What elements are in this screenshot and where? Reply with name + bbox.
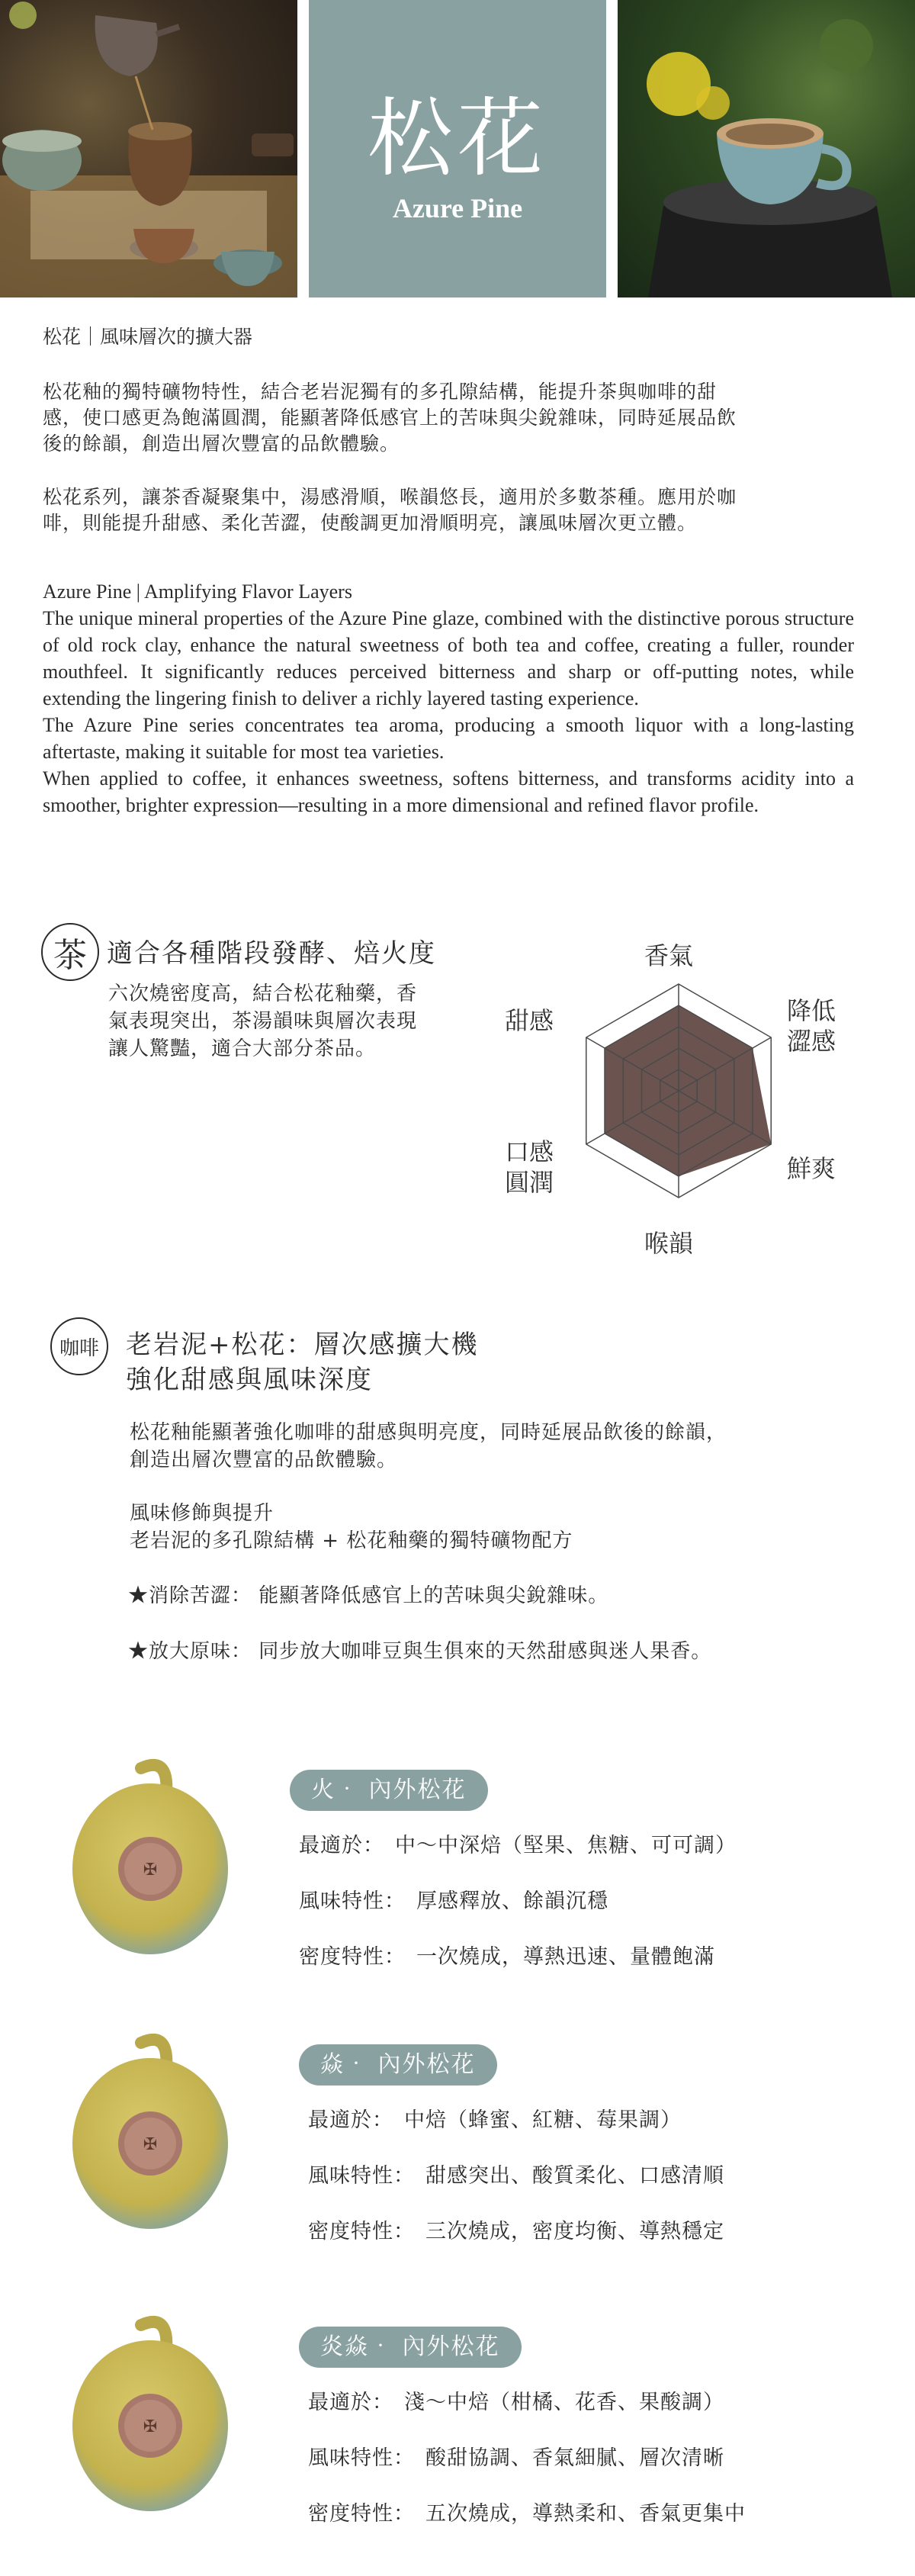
product-best-for — [308, 2107, 682, 2134]
spec-label: 密度特性： — [308, 2220, 415, 2243]
spec-value: 一次燒成，導熱迅速、量體飽滿 — [416, 1945, 715, 1969]
spec-value: 中～中深焙（堅果、焦糖、可可調） — [395, 1834, 737, 1857]
spec-value: 酸甜協調、香氣細膩、層次清晰 — [425, 2446, 724, 2470]
intro-paragraph-3-en: When applied to coffee, it enhances sweetness, softens bitterness, and transforms acidity into a smoother, brighter expression—resulting in a more dimensional and refined flavor profile. — [43, 767, 854, 816]
intro-heading-en: Azure Pine | Amplifying Flavor Layers — [43, 580, 352, 603]
product-tag: 炎焱‧ 內外松花 — [299, 2327, 522, 2368]
product-tag: 焱‧ 內外松花 — [299, 2044, 497, 2086]
text-line: 松花釉能顯著強化咖啡的甜感與明亮度，同時延展品飲後的餘韻， — [130, 1421, 727, 1444]
spec-value: 三次燒成，密度均衡、導熱穩定 — [425, 2220, 724, 2243]
spec-label: 風味特性： — [308, 2164, 415, 2188]
text-line: 氣表現突出，茶湯韻味與層次表現 — [108, 1010, 418, 1033]
tea-title: 適合各種階段發酵、焙火度 — [107, 938, 436, 969]
spec-label: 最適於： — [308, 2108, 393, 2132]
cup-bottom-photo — [65, 2311, 240, 2525]
coffee-title-line-1: 老岩泥+松花：層次感擴大機 — [126, 1330, 479, 1360]
text-line: 口感 — [505, 1137, 554, 1166]
product-flavor — [308, 2445, 724, 2472]
intro-paragraph-2-cn — [43, 484, 881, 536]
svg-text:✠: ✠ — [143, 2417, 158, 2436]
spec-label: 密度特性： — [308, 2502, 415, 2526]
coffee-point-amplify-flavor: ★放大原味： 同步放大咖啡豆與生俱來的天然甜感與迷人果香。 — [128, 1640, 712, 1663]
text-line: 澀感 — [787, 1027, 836, 1056]
tea-badge-label: 茶 — [53, 936, 87, 975]
radar-label-aroma: 香氣 — [644, 941, 694, 970]
intro-paragraph-1-cn — [43, 379, 881, 457]
cup-bottom-photo — [65, 1754, 240, 1968]
coffee-title — [126, 1327, 479, 1397]
title-panel — [309, 0, 606, 297]
product-density — [299, 1944, 715, 1971]
coffee-sub-heading: 風味修飾與提升 — [130, 1502, 274, 1525]
text-line: 六次燒密度高，結合松花釉藥，香 — [108, 982, 418, 1005]
spec-label: 最適於： — [299, 1834, 384, 1857]
product-flavor — [299, 1888, 608, 1915]
coffee-description — [130, 1419, 727, 1474]
tea-set-illustration — [0, 0, 297, 297]
radar-label-throat-rhyme: 喉韻 — [644, 1229, 694, 1258]
text-line: 圓潤 — [505, 1168, 554, 1197]
coffee-badge — [50, 1317, 108, 1375]
product-best-for — [299, 1832, 737, 1860]
tea-pouring-photo — [0, 0, 297, 297]
radar-label-reduce-astringency — [787, 995, 836, 1056]
text-line: 松花釉的獨特礦物特性，結合老岩泥獨有的多孔隙結構，能提升茶與咖啡的甜 — [43, 381, 718, 403]
intro-heading-cn: 松花｜風味層次的擴大器 — [43, 326, 253, 348]
radar-label-round-mouthfeel — [505, 1137, 554, 1198]
product-title-cn: 松花 — [368, 89, 547, 188]
text-line: 感，使口感更為飽滿圓潤，能顯著降低感官上的苦味與尖銳雜味，同時延展品飲 — [43, 407, 737, 429]
radar-value-shape — [605, 1005, 771, 1176]
svg-text:✠: ✠ — [143, 2135, 158, 2154]
cup-illustration — [618, 0, 915, 297]
coffee-sub-line: 老岩泥的多孔隙結構 + 松花釉藥的獨特礦物配方 — [130, 1529, 573, 1552]
coffee-title-line-2: 強化甜感與風味深度 — [126, 1365, 373, 1395]
product-flavor — [308, 2163, 724, 2190]
text-line: 後的餘韻，創造出層次豐富的品飲體驗。 — [43, 433, 400, 455]
text-line: 啡，則能提升甜感、柔化苦澀，使酸調更加滑順明亮，讓風味層次更立體。 — [43, 512, 698, 534]
product-tag: 火‧ 內外松花 — [290, 1770, 488, 1811]
spec-value: 厚感釋放、餘韻沉穩 — [416, 1889, 608, 1913]
product-best-for — [308, 2389, 724, 2417]
spec-label: 風味特性： — [308, 2446, 415, 2470]
spec-value: 中焙（蜂蜜、紅糖、莓果調） — [404, 2108, 682, 2132]
radar-label-sweetness: 甜感 — [505, 1006, 554, 1035]
tea-badge — [41, 923, 99, 981]
coffee-point-remove-bitterness: ★消除苦澀： 能顯著降低感官上的苦味與尖銳雜味。 — [128, 1584, 609, 1607]
cup-bottom-photo — [65, 2029, 240, 2243]
intro-english-block — [43, 578, 854, 818]
svg-text:✠: ✠ — [143, 1860, 158, 1880]
spec-value: 淺～中焙（柑橘、花香、果酸調） — [404, 2391, 724, 2414]
spec-label: 最適於： — [308, 2391, 393, 2414]
radar-label-freshness: 鮮爽 — [787, 1154, 836, 1183]
product-density — [308, 2218, 724, 2246]
spec-label: 密度特性： — [299, 1945, 406, 1969]
text-line: 創造出層次豐富的品飲體驗。 — [130, 1449, 398, 1471]
text-line: 松花系列，讓茶香凝聚集中，湯感滑順，喉韻悠長，適用於多數茶種。應用於咖 — [43, 486, 737, 508]
spec-label: 風味特性： — [299, 1889, 406, 1913]
tea-radar-chart — [564, 976, 793, 1205]
coffee-badge-label: 咖啡 — [59, 1336, 99, 1360]
cup-on-stump-photo — [618, 0, 915, 297]
spec-value: 五次燒成，導熱柔和、香氣更集中 — [425, 2502, 746, 2526]
spec-value: 甜感突出、酸質柔化、口感清順 — [425, 2164, 724, 2188]
intro-paragraph-1-en: The unique mineral properties of the Azure Pine glaze, combined with the distinctive porous structure of old rock clay, enhance the natural sweetness of both tea and coffee, creating a fuller, rounder mouthfeel. It significantly reduces perceived bitterness and sharp or off-putting notes, while extending the lingering finish to deliver a richly layered tasting experience. — [43, 607, 854, 709]
product-density — [308, 2500, 746, 2528]
product-title-en: Azure Pine — [392, 193, 523, 224]
tea-description — [108, 980, 417, 1063]
intro-paragraph-2-en: The Azure Pine series concentrates tea aroma, producing a smooth liquor with a long-lasting aftertaste, making it suitable for most tea varieties. — [43, 714, 854, 763]
coffee-sub-block — [130, 1500, 573, 1555]
text-line: 降低 — [787, 996, 836, 1025]
text-line: 讓人驚豔，適合大部分茶品。 — [108, 1037, 377, 1060]
